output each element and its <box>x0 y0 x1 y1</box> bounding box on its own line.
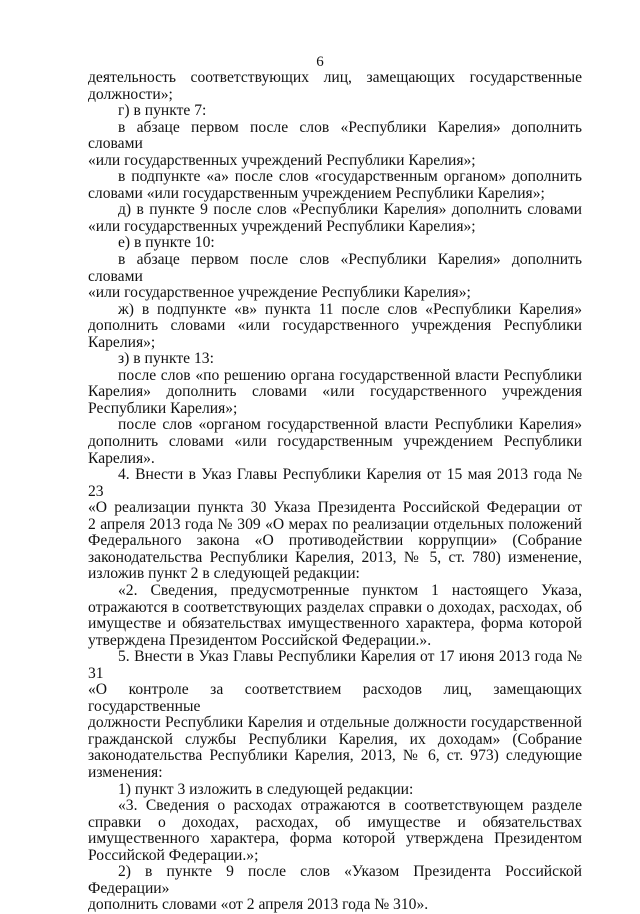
text-line: изложив пункт 2 в следующей редакции: <box>88 565 360 583</box>
text-line: отражаются в соответствующих разделах справки о доходах, расходах, об <box>88 598 582 616</box>
text-line: «или государственных учреждений Республики Карелия»; <box>88 217 476 235</box>
text-line: справки о доходах, расходах, об имуществе и обязательствах <box>88 813 582 831</box>
text-line: Карелия»; <box>88 333 156 351</box>
text-line: з) в пункте 13: <box>118 350 214 368</box>
text-line: деятельность соответствующих лиц, замещающих государственные <box>88 69 582 86</box>
text-line: 4. Внести в Указ Главы Республики Карелия от 15 мая 2013 года № 23 <box>88 466 582 500</box>
text-line: Республики Карелия»; <box>88 399 238 417</box>
text-line: после слов «по решению органа государственной власти Республики <box>118 366 582 384</box>
text-line: должности»; <box>88 85 173 103</box>
text-line: после слов «органом государственной власти Республики Карелия» <box>118 416 582 434</box>
text-line: 2) в пункте 9 после слов «Указом Президента Российской Федерации» <box>88 863 582 897</box>
text-line: Российской Федерации.»; <box>88 846 259 864</box>
text-line: «3. Сведения о расходах отражаются в соответствующем разделе <box>118 797 582 815</box>
text-line: должности Республики Карелия и отдельные должности государственной <box>88 714 582 732</box>
text-line: утверждена Президентом Российской Федерации.». <box>88 631 432 649</box>
text-line: дополнить словами «или государственного учреждения Республики <box>88 317 582 335</box>
text-line: имуществе и обязательствах имущественного характера, форма которой <box>88 615 582 633</box>
text-line: Карелия» дополнить словами «или государственного учреждения <box>88 383 582 401</box>
text-line: в подпункте «а» после слов «государственным органом» дополнить <box>118 168 582 186</box>
text-line: г) в пункте 7: <box>118 102 207 120</box>
text-line: в абзаце первом после слов «Республики Карелия» дополнить словами <box>88 118 582 153</box>
text-line: «2. Сведения, предусмотренные пунктом 1 настоящего Указа, <box>118 581 582 599</box>
text-line: «или государственное учреждение Республики Карелия»; <box>88 284 471 302</box>
text-line: д) в пункте 9 после слов «Республики Карелия» дополнить словами <box>118 201 582 219</box>
text-line: 1) пункт 3 изложить в следующей редакции: <box>118 780 414 798</box>
text-line: 2 апреля 2013 года № 309 «О мерах по реализации отдельных положений <box>88 515 582 533</box>
text-line: е) в пункте 10: <box>118 234 215 252</box>
text-line: «О контроле за соответствием расходов лиц, замещающих государственные <box>88 681 582 715</box>
text-line: словами «или государственным учреждением Республики Карелия»; <box>88 184 545 202</box>
text-line: дополнить словами «от 2 апреля 2013 года № 310». <box>88 896 429 914</box>
text-line: «или государственных учреждений Республики Карелия»; <box>88 151 476 169</box>
text-line: Карелия». <box>88 449 155 467</box>
text-line: изменения: <box>88 763 163 781</box>
text-line: ж) в подпункте «в» пункта 11 после слов «Республики Карелия» <box>118 300 582 318</box>
text-line: 5. Внести в Указ Главы Республики Карелия от 17 июня 2013 года № 31 <box>88 648 582 682</box>
text-line: законодательства Республики Карелия, 2013, № 5, ст. 780) изменение, <box>88 548 582 566</box>
text-line: дополнить словами «или государственным учреждением Республики <box>88 433 582 451</box>
text-line: законодательства Республики Карелия, 2013, № 6, ст. 973) следующие <box>88 747 582 765</box>
text-line: Федерального закона «О противодействии коррупции» (Собрание <box>88 532 582 550</box>
document-body <box>88 70 582 914</box>
text-line: гражданской службы Республики Карелия, их доходам» (Собрание <box>88 730 582 748</box>
text-line: имущественного характера, форма которой утверждена Президентом <box>88 830 582 848</box>
text-line: «О реализации пункта 30 Указа Президента Российской Федерации от <box>88 499 582 517</box>
text-line: в абзаце первом после слов «Республики Карелия» дополнить словами <box>88 251 582 285</box>
page-number: 6 <box>316 54 324 70</box>
